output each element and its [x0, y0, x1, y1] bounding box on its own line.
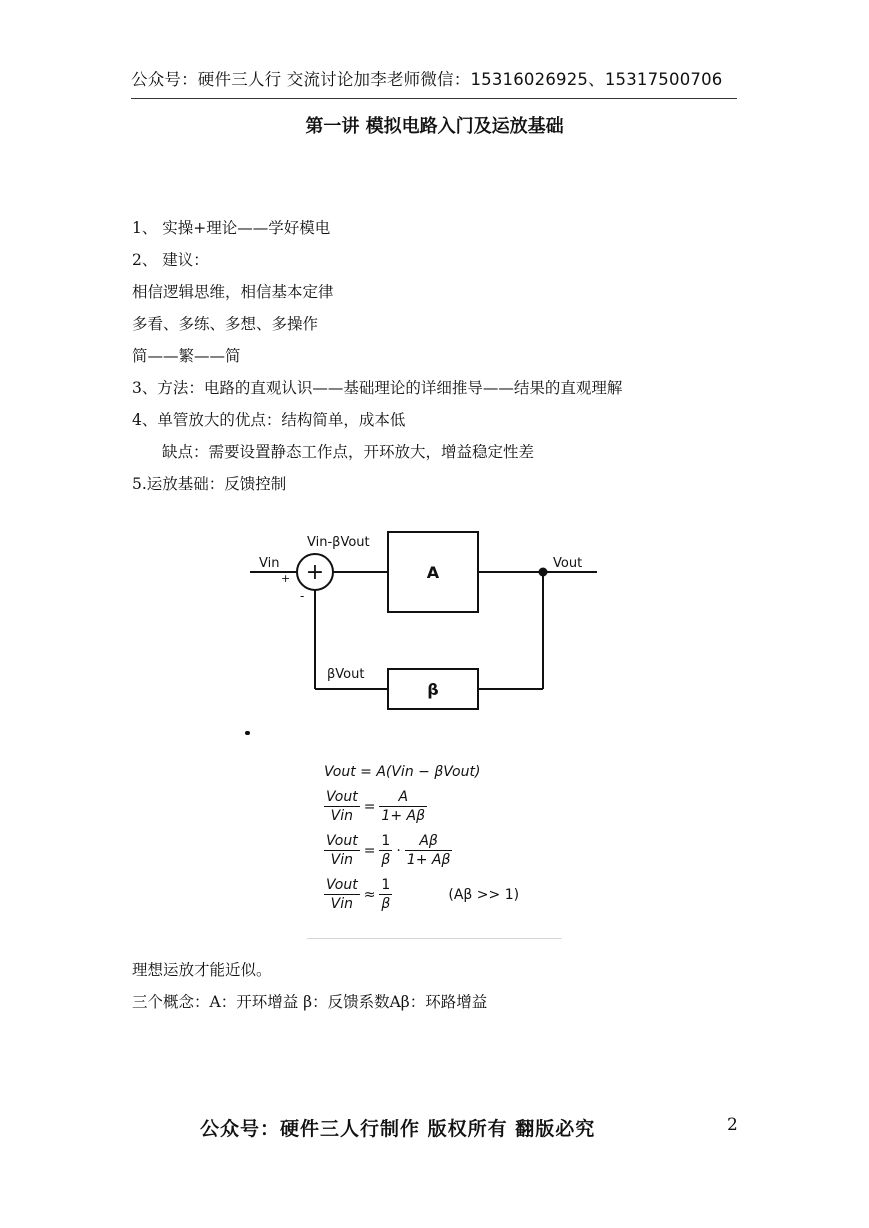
- equation-3: $\frac{\text{Vout}}{\text{Vin}}$ = $\frac{1}{\beta}$ · $\frac{A\beta}{1+ A\beta}$: [326, 833, 451, 868]
- line-9: 5.运放基础：反馈控制: [132, 475, 287, 493]
- bullet-dot: [245, 731, 250, 735]
- after-text: [132, 954, 752, 1018]
- after-line-2: 三个概念：A：开环增益 β：反馈系数Aβ：环路增益: [132, 993, 488, 1011]
- after-line-1: 理想运放才能近似。: [132, 961, 272, 979]
- feedback-block-label: β: [427, 680, 439, 699]
- eq2-left-fraction: $\frac{\text{Vout}}{\text{Vin}}$: [326, 789, 358, 824]
- error-signal-label: Vin-βVout: [307, 535, 370, 550]
- eq4-left-fraction: $\frac{\text{Vout}}{\text{Vin}}$: [326, 877, 358, 912]
- equation-2: $\frac{\text{Vout}}{\text{Vin}}$ = $\frac{A}{1+ A\beta}$: [326, 789, 426, 824]
- line-4: 多看、多练、多想、多操作: [132, 315, 319, 333]
- line-7: 4、单管放大的优点：结构简单，成本低: [132, 411, 406, 429]
- vout-label: Vout: [553, 556, 583, 571]
- minus-input-label: -: [300, 589, 305, 603]
- line-5: 简——繁——简: [132, 347, 241, 365]
- line-8: 缺点：需要设置静态工作点，开环放大，增益稳定性差: [162, 443, 535, 461]
- line-3: 相信逻辑思维，相信基本定律: [132, 283, 334, 301]
- equations: [324, 760, 584, 920]
- page-footer: 公众号：硬件三人行制作 版权所有 翻版必究: [200, 1118, 596, 1140]
- gain-block-label: A: [426, 563, 440, 582]
- eq3-fraction-2: $\frac{A\beta}{1+ A\beta}$: [406, 833, 451, 868]
- eq3-left-fraction: $\frac{\text{Vout}}{\text{Vin}}$: [326, 833, 358, 868]
- line-1: 1、 实操+理论——学好模电: [132, 219, 331, 237]
- eq3-fraction-1: $\frac{1}{\beta}$: [381, 833, 391, 868]
- line-2: 2、 建议：: [132, 251, 209, 269]
- feedback-signal-label: βVout: [327, 667, 365, 682]
- body-text: [132, 212, 752, 500]
- vin-label: Vin: [259, 556, 280, 571]
- eq4-right-fraction: $\frac{1}{\beta}$: [381, 877, 391, 912]
- eq2-right-fraction: $\frac{A}{1+ A\beta}$: [381, 789, 426, 824]
- equation-divider: [307, 938, 562, 939]
- summer-plus-icon: +: [305, 560, 325, 585]
- page-header: 公众号：硬件三人行 交流讨论加李老师微信：15316026925、15317500706: [131, 70, 723, 89]
- feedback-block-diagram: [245, 522, 605, 722]
- equation-4: $\frac{\text{Vout}}{\text{Vin}}$ ≈ $\frac{1}{\beta}$ (Aβ >> 1): [326, 877, 520, 912]
- eq4-condition: (Aβ >> 1): [448, 886, 520, 903]
- line-6: 3、方法：电路的直观认识——基础理论的详细推导——结果的直观理解: [132, 379, 623, 397]
- header-rule: [131, 98, 737, 99]
- output-node: [539, 568, 548, 577]
- page-number: 2: [727, 1115, 738, 1135]
- page-title: 第一讲 模拟电路入门及运放基础: [305, 116, 564, 137]
- equation-1: Vout = A(Vin − βVout): [324, 764, 481, 780]
- plus-input-label: +: [281, 572, 291, 585]
